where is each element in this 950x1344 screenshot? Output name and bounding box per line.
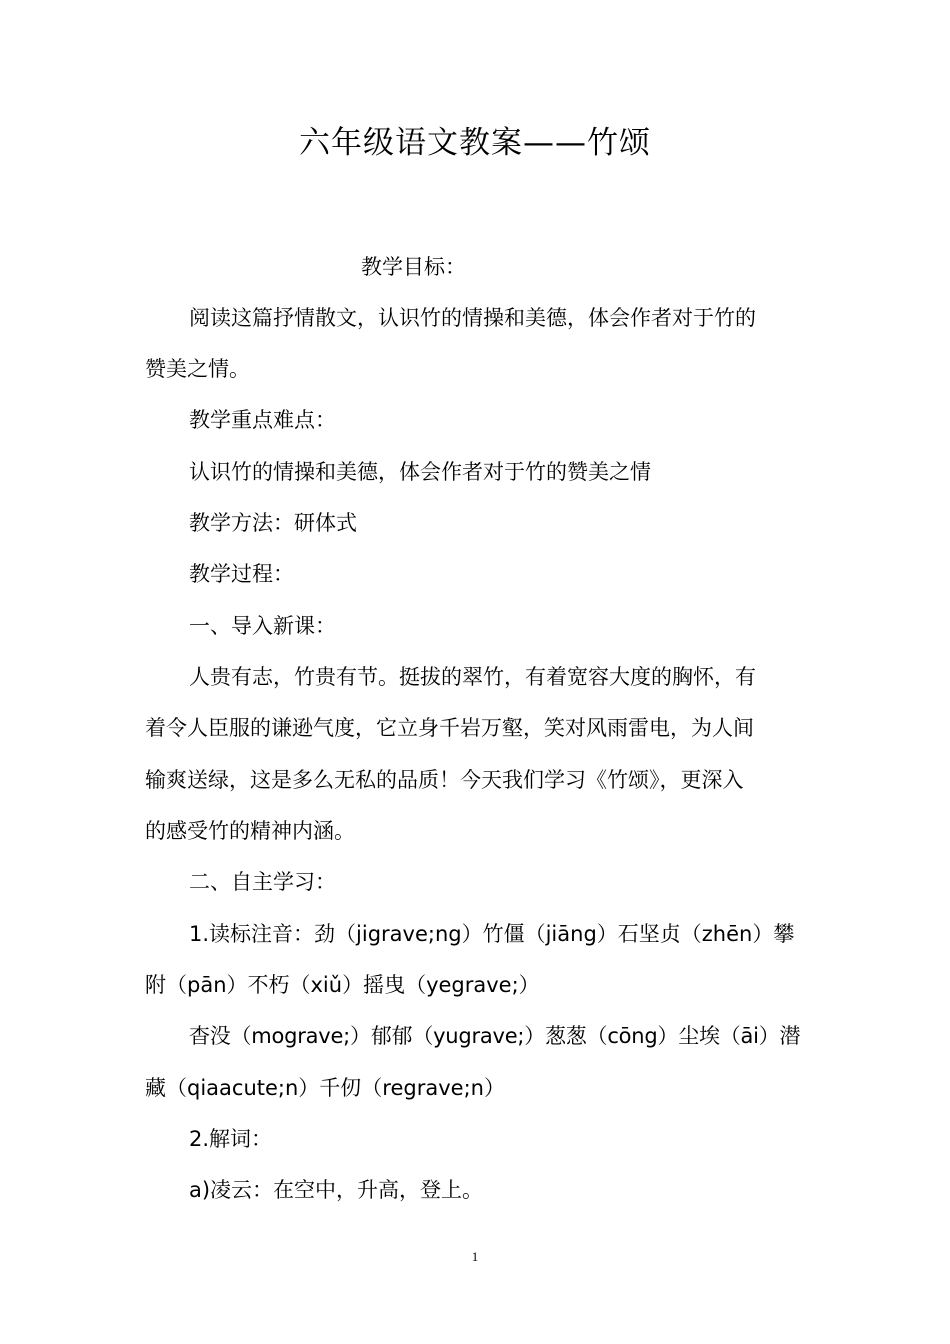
body-line: 附（pān）不朽（xiǔ）摇曳（yegrave;） (145, 973, 540, 997)
body-line: 教学重点难点： (189, 408, 336, 432)
body-line: 二、自主学习： (189, 870, 336, 894)
document-title: 六年级语文教案——竹颂 (299, 125, 651, 161)
body-line: 杳没（mograve;）郁郁（yugrave;）葱葱（cōng）尘埃（āi）潜 (189, 1024, 801, 1048)
page-number: 1 (471, 1249, 479, 1264)
body-line: 认识竹的情操和美德，体会作者对于竹的赞美之情 (189, 460, 651, 484)
body-line: 教学目标： (361, 255, 466, 279)
body-line: 藏（qiaacute;n）千仞（regrave;n） (145, 1076, 505, 1100)
body-line: a)凌云：在空中，升高，登上。 (189, 1178, 484, 1202)
body-line: 2.解词： (189, 1127, 273, 1151)
body-line: 着令人臣服的谦逊气度，它立身千岩万壑，笑对风雨雷电，为人间 (145, 716, 754, 740)
body-line: 赞美之情。 (145, 357, 250, 381)
body-line: 教学过程： (189, 562, 294, 586)
body-line: 人贵有志，竹贵有节。挺拔的翠竹，有着宽容大度的胸怀，有 (189, 665, 756, 689)
body-line: 教学方法：研体式 (189, 511, 357, 535)
body-line: 的感受竹的精神内涵。 (145, 819, 355, 843)
body-line: 一、导入新课： (189, 614, 336, 638)
body-line: 阅读这篇抒情散文，认识竹的情操和美德，体会作者对于竹的 (189, 306, 756, 330)
body-line: 1.读标注音：劲（jigrave;ng）竹僵（jiāng）石坚贞（zhēn）攀 (189, 922, 795, 946)
body-line: 输爽送绿，这是多么无私的品质！今天我们学习《竹颂》，更深入 (145, 768, 744, 792)
